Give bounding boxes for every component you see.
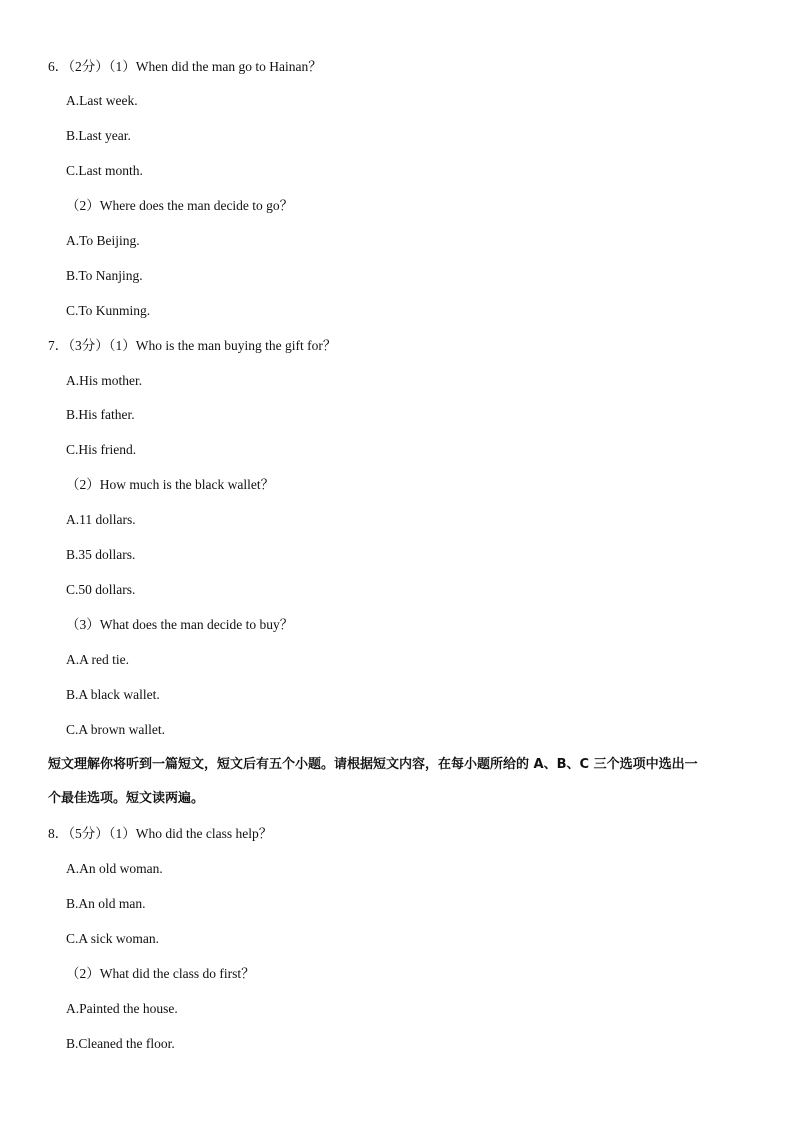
q8-1-option-c: C.A sick woman. — [66, 931, 159, 946]
q6-2-option-c: C.To Kunming. — [66, 303, 151, 318]
q8-2-option-b: B.Cleaned the floor. — [66, 1036, 175, 1051]
q6-1-option-b: B.Last year. — [66, 128, 131, 143]
q7-1-option-b: B.His father. — [66, 407, 135, 422]
section-instruction-line-2: 个最佳选项。短文读两遍。 — [48, 791, 205, 806]
q7-1-option-c: C.His friend. — [66, 442, 137, 457]
q8-2-option-a: A.Painted the house. — [66, 1001, 178, 1016]
q7-2-option-c: C.50 dollars. — [66, 582, 136, 597]
q7-3-prompt: （3）What does the man decide to buy？ — [66, 617, 294, 632]
q7-2-prompt: （2）How much is the black wallet？ — [66, 477, 275, 492]
question-7-header: 7．（3分）（1）Who is the man buying the gift for？ — [48, 338, 337, 353]
q7-1-option-a: A.His mother. — [66, 373, 143, 388]
q6-1-option-a: A.Last week. — [66, 93, 138, 108]
q7-2-option-a: A.11 dollars. — [66, 512, 136, 527]
q7-3-option-b: B.A black wallet. — [66, 687, 160, 702]
q8-2-prompt: （2）What did the class do first？ — [66, 966, 255, 981]
question-8-header: 8．（5分）（1）Who did the class help？ — [48, 826, 273, 841]
q7-3-option-c: C.A brown wallet. — [66, 722, 165, 737]
q7-2-option-b: B.35 dollars. — [66, 547, 136, 562]
question-6-header: 6．（2分）（1）When did the man go to Hainan？ — [48, 59, 322, 74]
q7-3-option-a: A.A red tie. — [66, 652, 129, 667]
q6-2-prompt: （2）Where does the man decide to go？ — [66, 198, 294, 213]
q8-1-option-b: B.An old man. — [66, 896, 146, 911]
section-instruction-line-1: 短文理解你将听到一篇短文，短文后有五个小题。请根据短文内容，在每小题所给的 A、B、C 三个选项中选出一 — [48, 757, 698, 772]
q6-1-option-c: C.Last month. — [66, 163, 143, 178]
q6-2-option-a: A.To Beijing. — [66, 233, 140, 248]
q8-1-option-a: A.An old woman. — [66, 861, 163, 876]
q6-2-option-b: B.To Nanjing. — [66, 268, 143, 283]
